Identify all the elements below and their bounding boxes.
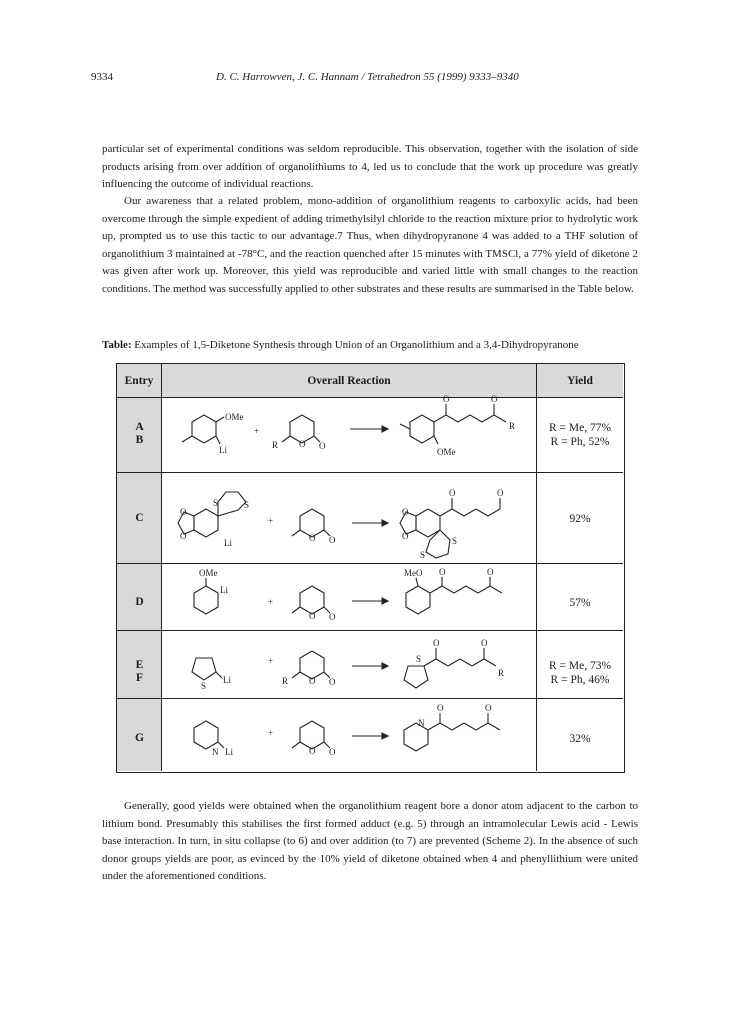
ring-oxygen-label: O xyxy=(180,531,187,541)
sulfur-label: S xyxy=(201,681,207,691)
reaction-scheme-d xyxy=(172,569,532,634)
lithium-label: Li xyxy=(225,747,233,757)
carbonyl-oxygen-label: O xyxy=(485,703,492,713)
plus-sign: + xyxy=(268,656,274,666)
r-group-label: R xyxy=(498,668,505,678)
entry-label: G xyxy=(135,732,144,744)
entry-label: B xyxy=(135,434,144,446)
lithium-label: Li xyxy=(223,675,231,685)
nitrogen-label: N xyxy=(418,718,425,728)
sulfur-label: S xyxy=(213,498,219,508)
yield-value: R = Ph, 52% xyxy=(550,436,610,448)
plus-sign: + xyxy=(268,597,274,607)
carbonyl-oxygen-label: O xyxy=(329,612,336,622)
lithium-label: Li xyxy=(219,445,227,455)
ring-oxygen-label: O xyxy=(309,533,316,543)
paragraph-1 xyxy=(102,141,638,194)
substituent-label: OMe xyxy=(225,412,244,422)
table-caption-label: Table: xyxy=(102,339,132,351)
plus-sign: + xyxy=(254,426,260,436)
carbonyl-oxygen-label: O xyxy=(481,638,488,648)
yield-value: 57% xyxy=(569,597,591,609)
entry-label: F xyxy=(135,672,144,684)
paragraph-3 xyxy=(102,798,638,886)
carbonyl-oxygen-label: O xyxy=(319,441,326,451)
ring-oxygen-label: O xyxy=(299,439,306,449)
r-group-label: R xyxy=(282,676,289,686)
nitrogen-label: N xyxy=(212,747,219,757)
substituent-label: MeO xyxy=(404,568,423,578)
substituent-label: OMe xyxy=(437,447,456,457)
yield-value: R = Ph, 46% xyxy=(550,674,610,686)
carbonyl-oxygen-label: O xyxy=(449,488,456,498)
results-table xyxy=(116,363,625,773)
carbonyl-oxygen-label: O xyxy=(487,567,494,577)
paragraph-2 xyxy=(102,193,638,298)
plus-sign: + xyxy=(268,728,274,738)
carbonyl-oxygen-label: O xyxy=(329,535,336,545)
yield-value: R = Me, 73% xyxy=(548,660,612,672)
entry-label: D xyxy=(135,596,144,608)
page-number: 9334 xyxy=(91,71,113,83)
ring-oxygen-label: O xyxy=(402,507,409,517)
header-divider xyxy=(117,397,623,398)
running-head: D. C. Harrowven, J. C. Hannam / Tetrahedron 55 (1999) 9333–9340 xyxy=(216,71,519,83)
header-yield: Yield xyxy=(537,364,623,398)
yield-value: 32% xyxy=(569,733,591,745)
lithium-label: Li xyxy=(224,538,232,548)
entry-column xyxy=(117,398,162,771)
reaction-scheme-ab xyxy=(172,394,532,475)
header-overall-reaction: Overall Reaction xyxy=(162,364,537,398)
ring-oxygen-label: O xyxy=(180,507,187,517)
entry-label: C xyxy=(135,512,144,524)
entry-label: E xyxy=(135,659,144,671)
yield-value: 92% xyxy=(569,513,591,525)
paragraph-3-text: Generally, good yields were obtained when the organolithium reagent bore a donor atom adjacent to the carbon to lithium bond. Presumably this stabilises the first formed adduct (e.g. 5) through an intramolecular Lewis acid - Lewis base interaction. In turn, in situ collapse (to 6) and over addition (to 7) are prevented (Scheme 2). In the absence of such donor groups yields are poor, as evinced by the 10% yield of diketone obtained when 4 and phenyllithium were united under the aforementioned conditions. xyxy=(102,800,638,882)
carbonyl-oxygen-label: O xyxy=(497,488,504,498)
carbonyl-oxygen-label: O xyxy=(329,747,336,757)
ring-oxygen-label: O xyxy=(309,611,316,621)
carbonyl-oxygen-label: O xyxy=(329,677,336,687)
reaction-scheme-g xyxy=(172,704,532,771)
sulfur-label: S xyxy=(452,536,458,546)
ring-oxygen-label: O xyxy=(309,746,316,756)
entry-label: A xyxy=(135,421,144,433)
ring-oxygen-label: O xyxy=(309,676,316,686)
yield-value: R = Me, 77% xyxy=(548,422,612,434)
table-caption-text: Examples of 1,5-Diketone Synthesis through Union of an Organolithium and a 3,4-Dihydropyranone xyxy=(134,339,579,351)
paragraph-1-text: particular set of experimental conditions was seldom reproducible. This observation, together with the isolation of side products arising from over addition of organolithiums to 4, led us to conclude that the work up procedure was greatly influencing the outcome of individual reactions. xyxy=(102,143,638,190)
sulfur-label: S xyxy=(416,654,422,664)
carbonyl-oxygen-label: O xyxy=(443,394,450,404)
lithium-label: Li xyxy=(220,585,228,595)
yield-column-divider xyxy=(536,398,537,771)
sulfur-label: S xyxy=(420,550,426,560)
reaction-scheme-c xyxy=(172,478,532,565)
paragraph-2-text: Our awareness that a related problem, mono-addition of organolithium reagents to carboxylic acids, had been overcome through the simple expedient of adding trimethylsilyl chloride to the reaction mixture prior to hydrolytic work up, prompted us to use this tactic to our advantage.7 Thus, when dihydropyranone 4 was added to a THF solution of organolithium 3 maintained at -78°C, and the reaction quenched after 15 minutes with TMSCl, a 77% yield of diketone 2 was given after work up. Moreover, this yield was reproducible and varied little with small changes to the reaction conditions. The method was successfully applied to other substrates and these results are summarised in the Table below. xyxy=(102,195,638,295)
substituent-label: OMe xyxy=(199,568,218,578)
plus-sign: + xyxy=(268,516,274,526)
r-group-label: R xyxy=(509,421,516,431)
ring-oxygen-label: O xyxy=(402,531,409,541)
carbonyl-oxygen-label: O xyxy=(439,567,446,577)
header-entry: Entry xyxy=(117,364,162,398)
carbonyl-oxygen-label: O xyxy=(437,703,444,713)
carbonyl-oxygen-label: O xyxy=(491,394,498,404)
carbonyl-oxygen-label: O xyxy=(433,638,440,648)
table-caption xyxy=(102,339,642,351)
reaction-scheme-ef xyxy=(172,636,532,703)
sulfur-label: S xyxy=(244,500,250,510)
r-group-label: R xyxy=(272,440,279,450)
